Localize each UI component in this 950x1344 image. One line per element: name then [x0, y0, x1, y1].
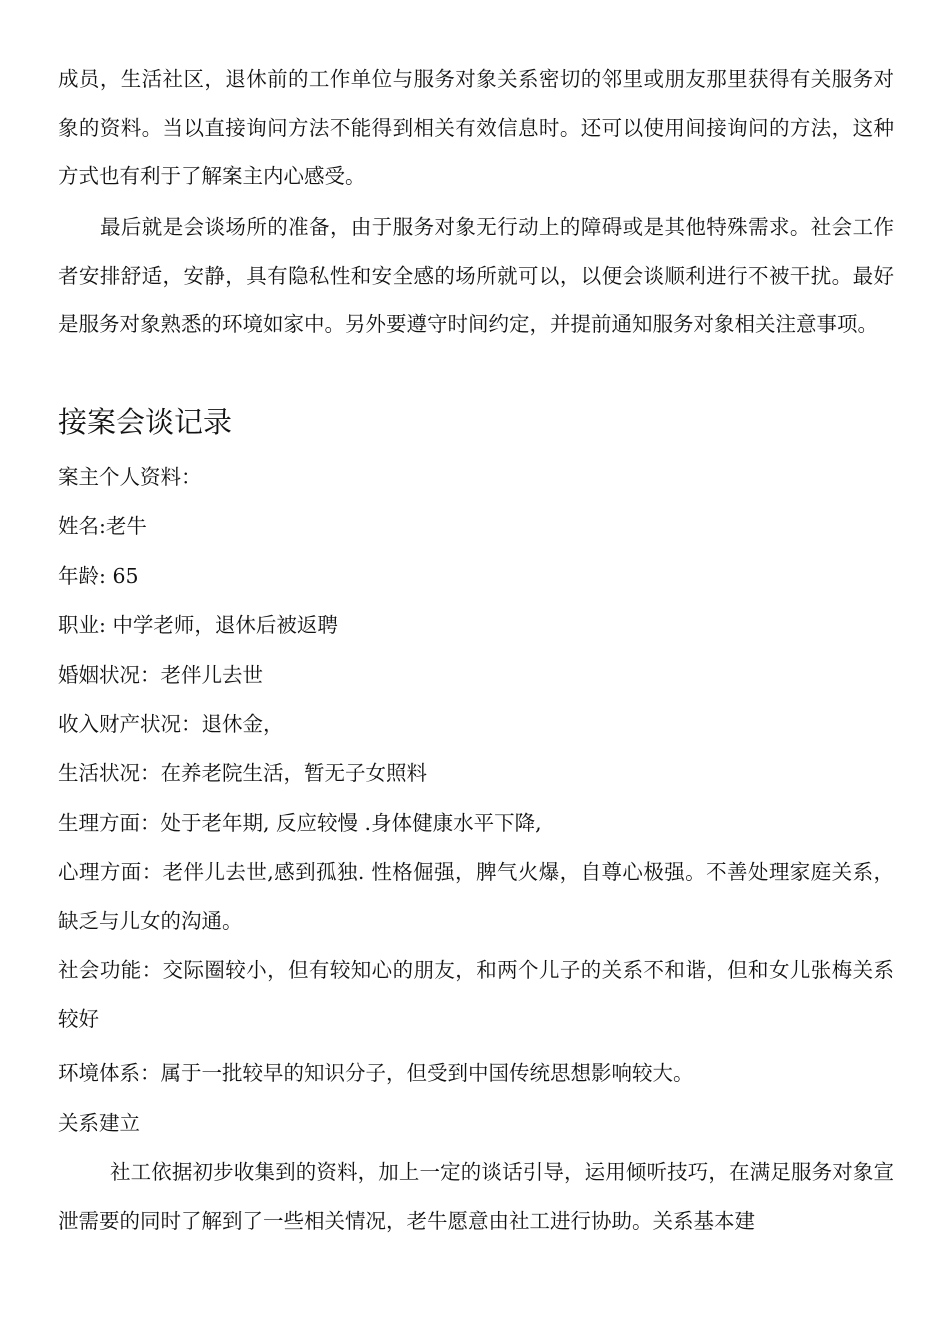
field-marriage	[58, 660, 894, 690]
relationship-heading: 关系建立	[58, 1111, 140, 1135]
field-physical	[58, 808, 894, 838]
field-psychological	[58, 848, 894, 945]
field-job-label: 职业:	[58, 613, 113, 637]
field-social-value: 交际圈较小，但有较知心的朋友，和两个儿子的关系不和谐，但和女儿张梅关系较好	[58, 958, 895, 1031]
field-name-value: 老牛	[105, 514, 147, 538]
field-environment-label: 环境体系：	[58, 1061, 161, 1085]
field-environment	[58, 1058, 894, 1088]
field-living-label: 生活状况：	[58, 761, 161, 785]
field-living	[58, 758, 894, 788]
field-environment-value: 属于一批较早的知识分子，但受到中国传统思想影响较大。	[160, 1061, 694, 1085]
field-physical-value: 处于老年期, 反应较慢 .身体健康水平下降,	[160, 811, 542, 835]
field-income-value: 退休金，	[201, 712, 284, 736]
field-name	[58, 511, 894, 541]
field-age-label: 年龄:	[58, 564, 113, 588]
relationship-paragraph: 社工依据初步收集到的资料，加上一定的谈话引导，运用倾听技巧，在满足服务对象宣泄需要的同时了解到了一些相关情况，老牛愿意由社工进行协助。关系基本建	[58, 1160, 894, 1233]
profile-heading: 案主个人资料：	[58, 465, 202, 489]
field-marriage-label: 婚姻状况：	[58, 663, 161, 687]
field-age-value: 65	[112, 564, 139, 588]
field-living-value: 在养老院生活，暂无子女照料	[160, 761, 427, 785]
field-psychological-label: 心理方面：	[58, 860, 163, 884]
field-job-value: 中学老师，退休后被返聘	[112, 613, 338, 637]
field-income	[58, 709, 894, 739]
intro-paragraph-1: 成员，生活社区，退休前的工作单位与服务对象关系密切的邻里或朋友那里获得有关服务对象的资料。当以直接询问方法不能得到相关有效信息时。还可以使用间接询问的方法，这种方式也有利于了解案主内心感受。	[58, 67, 894, 188]
record-title: 接案会谈记录	[58, 405, 233, 439]
field-job	[58, 610, 894, 640]
field-name-label: 姓名:	[58, 514, 106, 538]
field-social-label: 社会功能：	[58, 958, 163, 982]
intro-paragraph-2: 最后就是会谈场所的准备，由于服务对象无行动上的障碍或是其他特殊需求。社会工作者安排舒适，安静，具有隐私性和安全感的场所就可以，以便会谈顺利进行不被干扰。最好是服务对象熟悉的环境如家中。另外要遵守时间约定，并提前通知服务对象相关注意事项。	[58, 215, 894, 336]
field-physical-label: 生理方面：	[58, 811, 161, 835]
field-age	[58, 561, 894, 591]
field-social	[58, 946, 894, 1043]
field-income-label: 收入财产状况：	[58, 712, 202, 736]
field-marriage-value: 老伴儿去世	[160, 663, 263, 687]
field-psychological-value: 老伴儿去世,感到孤独. 性格倔强，脾气火爆，自尊心极强。不善处理家庭关系，缺乏与儿女的沟通。	[58, 860, 894, 933]
